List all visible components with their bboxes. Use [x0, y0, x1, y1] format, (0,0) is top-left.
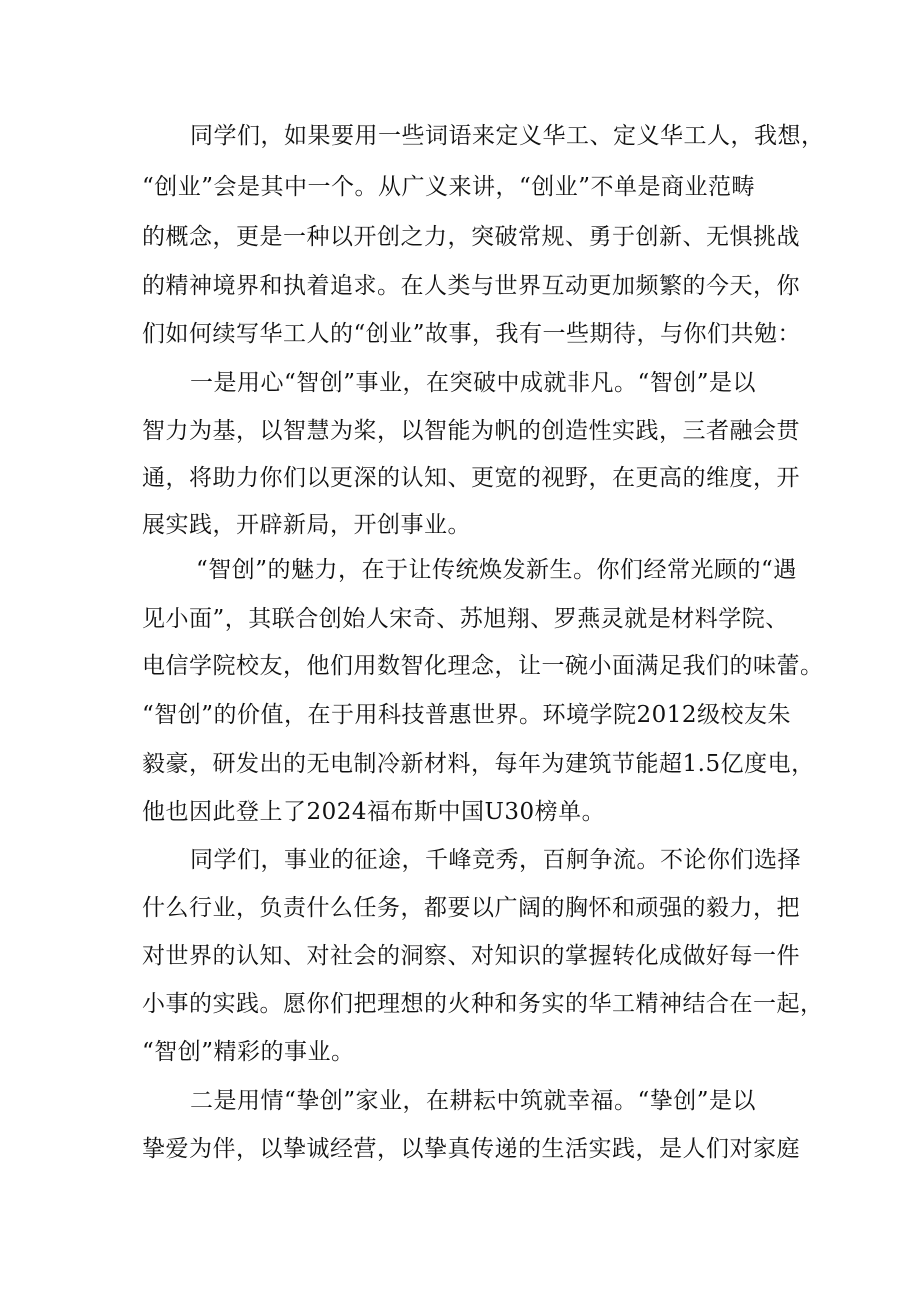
- text-line: 一是用心“智创”事业，在突破中成就非凡。“智创”是以: [190, 370, 757, 396]
- text-line: “智创”的魅力，在于让传统焕发新生。你们经常光顾的“遇: [196, 557, 797, 583]
- text-line: 同学们，如果要用一些词语来定义华工、定义华工人，我想，: [190, 123, 825, 149]
- text-line: 电信学院校友，他们用数智化理念，让一碗小面满足我们的味蕾。: [142, 653, 824, 679]
- text-line: “智创”的价值，在于用科技普惠世界。环境学院2012级校友朱: [142, 702, 792, 728]
- text-line: “智创”精彩的事业。: [142, 1039, 355, 1065]
- text-line: 们如何续写华工人的“创业”故事，我有一些期待，与你们共勉：: [142, 321, 802, 347]
- text-line: 二是用情“挚创”家业，在耕耘中筑就幸福。“挚创”是以: [190, 1088, 757, 1114]
- text-line: 对世界的认知、对社会的洞察、对知识的掌握转化成做好每一件: [142, 943, 800, 969]
- text-line: 他也因此登上了2024福布斯中国U30榜单。: [142, 799, 606, 825]
- text-line: 同学们，事业的征途，千峰竞秀，百舸争流。不论你们选择: [190, 847, 801, 873]
- text-line: “创业”会是其中一个。从广义来讲，“创业”不单是商业范畴: [142, 174, 756, 200]
- text-line: 智力为基，以智慧为桨，以智能为帆的创造性实践，三者融会贯: [142, 418, 800, 444]
- text-line: 通，将助力你们以更深的认知、更宽的视野，在更高的维度，开: [142, 465, 800, 491]
- text-line: 毅豪，研发出的无电制冷新材料，每年为建筑节能超1.5亿度电，: [142, 751, 815, 777]
- text-line: 挚爱为伴，以挚诚经营，以挚真传递的生活实践，是人们对家庭: [142, 1136, 800, 1162]
- text-line: 见小面”，其联合创始人宋奇、苏旭翔、罗燕灵就是材料学院、: [142, 606, 789, 632]
- text-line: 展实践，开辟新局，开创事业。: [142, 512, 471, 538]
- text-line: 小事的实践。愿你们把理想的火种和务实的华工精神结合在一起，: [142, 991, 824, 1017]
- text-line: 什么行业，负责什么任务，都要以广阔的胸怀和顽强的毅力，把: [142, 895, 800, 921]
- text-line: 的精神境界和执着追求。在人类与世界互动更加频繁的今天，你: [142, 273, 800, 299]
- text-line: 的概念，更是一种以开创之力，突破常规、勇于创新、无惧挑战: [142, 224, 800, 250]
